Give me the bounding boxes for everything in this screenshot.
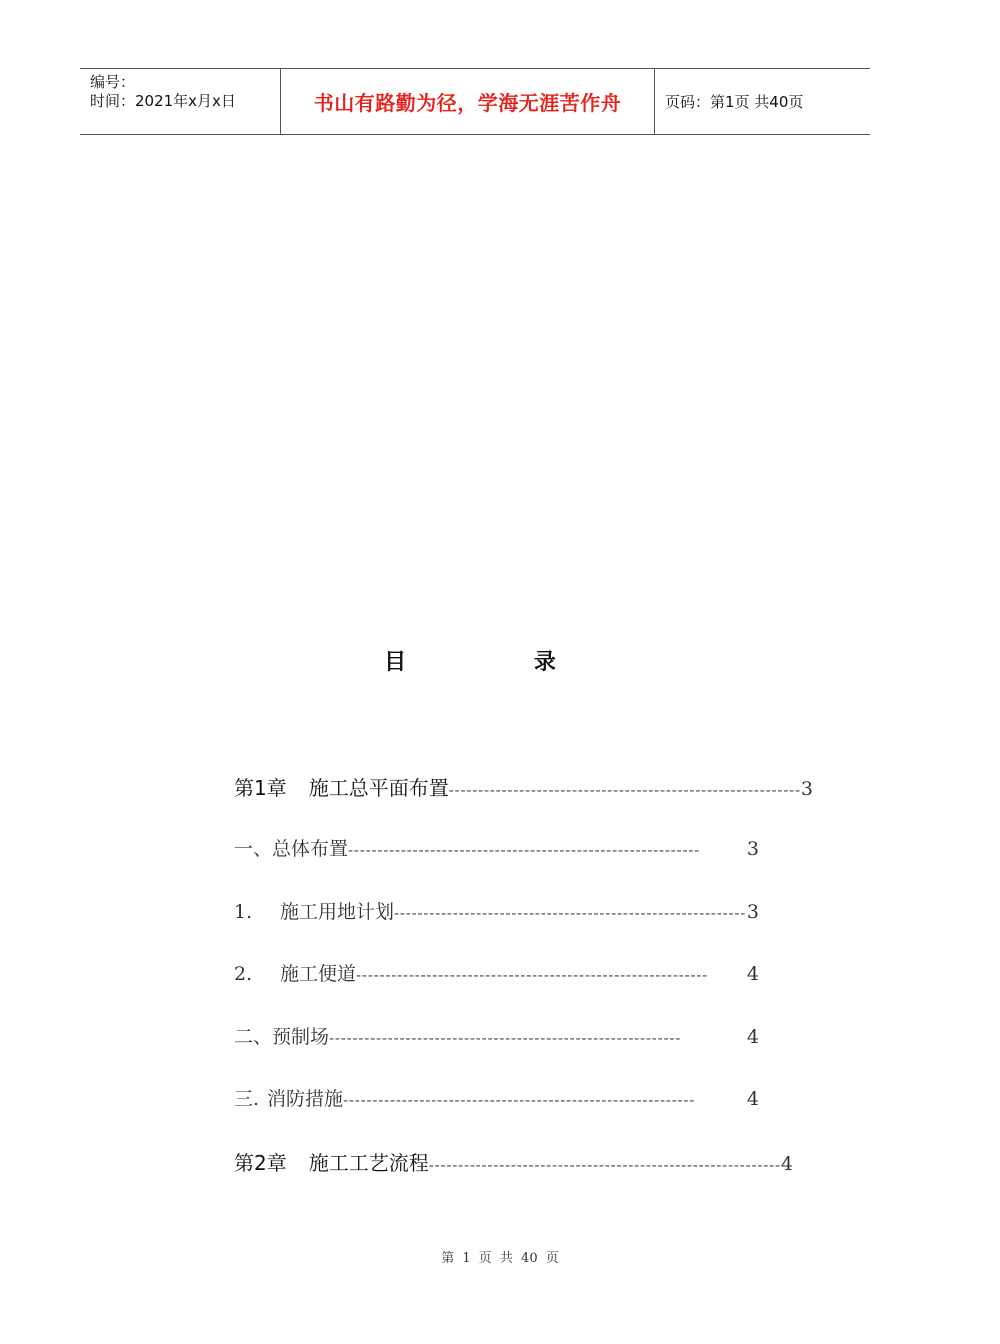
toc-entry-label: 预制场 (272, 1026, 330, 1048)
toc-entry-title (234, 1147, 429, 1176)
header-meta (80, 69, 281, 134)
toc-entry[interactable] (234, 897, 759, 927)
toc-entry-page: 3 (800, 778, 813, 800)
toc-entry-label: 总体布置 (272, 838, 349, 860)
toc-entry-page: 4 (746, 963, 759, 985)
toc-entry-label: 消防措施 (267, 1088, 344, 1110)
toc-entry-page: 3 (746, 901, 759, 923)
date-label: 时间：2021年x月x日 (90, 92, 236, 110)
toc-entry[interactable] (234, 1084, 759, 1114)
toc-entry-title (234, 772, 449, 801)
toc-leader: ------------------------------------------------------------ (343, 1091, 696, 1109)
toc-entry-page: 4 (780, 1153, 793, 1175)
toc-entry-title (234, 959, 356, 986)
toc-entry-title (234, 834, 348, 861)
toc-entry[interactable] (234, 1147, 793, 1177)
toc-entry-label: 施工用地计划 (280, 901, 395, 923)
toc-leader: ------------------------------------------------------------ (428, 1156, 781, 1174)
toc-entry-number: 二、 (234, 1026, 273, 1048)
toc-entry-label: 施工便道 (280, 963, 357, 985)
toc-entry-number: 2. (234, 963, 253, 985)
toc-leader: ------------------------------------------------------------ (356, 966, 709, 984)
toc-entry-title (234, 1084, 343, 1111)
toc-entry[interactable] (234, 1022, 759, 1052)
toc-entry-number: 第1章 (234, 776, 287, 800)
toc-leader: ------------------------------------------------------------ (329, 1029, 682, 1047)
toc-entry-number: 三. (234, 1088, 260, 1110)
toc-entry[interactable] (234, 834, 759, 864)
header-motto: 书山有路勤为径，学海无涯苦作舟 (281, 69, 655, 134)
toc-entry-title (234, 897, 394, 924)
page-header (80, 68, 870, 135)
toc-entry-page: 3 (746, 838, 759, 860)
toc-entry-number: 第2章 (234, 1151, 287, 1175)
page-footer: 第 1 页 共 40 页 (441, 1251, 559, 1266)
toc-entry-label: 施工总平面布置 (308, 776, 449, 800)
toc-title: 目 录 (384, 650, 616, 675)
serial-label: 编号： (90, 73, 136, 91)
header-page-info: 页码：第1页 共40页 (665, 93, 804, 111)
toc-entry[interactable] (234, 772, 813, 802)
toc-leader: ------------------------------------------------------------ (448, 781, 801, 799)
toc-entry-page: 4 (746, 1088, 759, 1110)
toc-entry-title (234, 1022, 329, 1049)
toc-entry[interactable] (234, 959, 759, 989)
toc-entry-page: 4 (746, 1026, 759, 1048)
toc-entry-label: 施工工艺流程 (308, 1151, 429, 1175)
toc-leader: ------------------------------------------------------------ (394, 904, 747, 922)
toc-leader: ------------------------------------------------------------ (348, 841, 701, 859)
toc-entry-number: 1. (234, 901, 253, 923)
toc-entry-number: 一、 (234, 838, 273, 860)
